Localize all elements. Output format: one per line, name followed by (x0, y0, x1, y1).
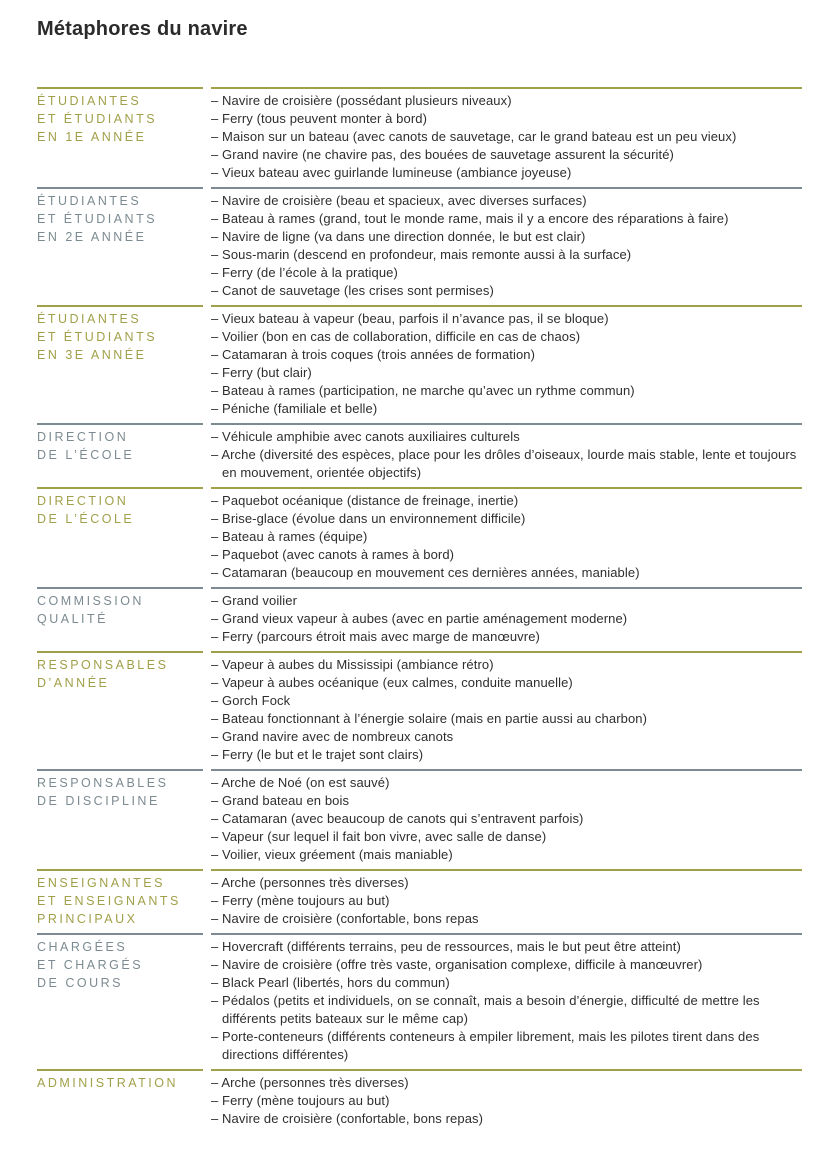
table-row (37, 869, 802, 933)
table-row (37, 1069, 802, 1133)
list-item: – Navire de croisière (possédant plusieurs niveaux) (211, 93, 512, 108)
section-label-line: ÉTUDIANTES (37, 312, 142, 326)
metaphor-table (37, 87, 802, 1133)
list-item: – Navire de croisière (confortable, bons repas (211, 911, 479, 926)
section-label (37, 423, 203, 487)
table-row (37, 933, 802, 1069)
list-item: – Arche (personnes très diverses) (211, 875, 409, 890)
list-item: – Vapeur (sur lequel il fait bon vivre, avec salle de danse) (211, 829, 547, 844)
list-item: – Hovercraft (différents terrains, peu de ressources, mais le but peut être atteint) (211, 939, 681, 954)
list-item: – Vapeur à aubes océanique (eux calmes, conduite manuelle) (211, 675, 573, 690)
section-items (211, 651, 802, 769)
section-label (37, 651, 203, 769)
list-item: – Ferry (de l’école à la pratique) (211, 265, 398, 280)
list-item: – Arche (diversité des espèces, place pour les drôles d’oiseaux, lourde mais stable, lente et toujours en mouvement, orientée objectifs) (211, 447, 797, 480)
list-item: – Catamaran (beaucoup en mouvement ces dernières années, maniable) (211, 565, 640, 580)
table-row (37, 187, 802, 305)
section-label-line: ENSEIGNANTES (37, 876, 165, 890)
section-label-line: DE COURS (37, 976, 123, 990)
list-item: – Porte-conteneurs (différents conteneurs à empiler librement, mais les pilotes tirent dans des directions différentes) (211, 1029, 760, 1062)
list-item: – Sous-marin (descend en profondeur, mais remonte aussi à la surface) (211, 247, 632, 262)
section-label-line: EN 3E ANNÉE (37, 348, 147, 362)
list-item: – Grand vieux vapeur à aubes (avec en partie aménagement moderne) (211, 611, 628, 626)
list-item: – Black Pearl (libertés, hors du commun) (211, 975, 450, 990)
list-item: – Arche de Noé (on est sauvé) (211, 775, 390, 790)
section-label-line: PRINCIPAUX (37, 912, 138, 926)
section-label-line: RESPONSABLES (37, 658, 169, 672)
list-item: – Pédalos (petits et individuels, on se connaît, mais a besoin d’énergie, difficulté de mettre les différents petits bateaux sur le même cap) (211, 993, 760, 1026)
section-label-line: ET ÉTUDIANTS (37, 112, 158, 126)
section-label-line: D’ANNÉE (37, 676, 110, 690)
section-label-line: ÉTUDIANTES (37, 194, 142, 208)
list-item: – Navire de croisière (confortable, bons repas) (211, 1111, 484, 1126)
list-item: – Ferry (mène toujours au but) (211, 893, 390, 908)
list-item: – Véhicule amphibie avec canots auxiliaires culturels (211, 429, 520, 444)
section-label-line: ÉTUDIANTES (37, 94, 142, 108)
list-item: – Voilier, vieux gréement (mais maniable) (211, 847, 453, 862)
table-row (37, 587, 802, 651)
section-label-line: DE L’ÉCOLE (37, 448, 135, 462)
list-item: – Bateau à rames (grand, tout le monde rame, mais il y a encore des réparations à faire) (211, 211, 729, 226)
section-label-line: ET ÉTUDIANTS (37, 330, 158, 344)
list-item: – Voilier (bon en cas de collaboration, difficile en cas de chaos) (211, 329, 581, 344)
section-label-line: COMMISSION (37, 594, 144, 608)
table-row (37, 651, 802, 769)
list-item: – Catamaran (avec beaucoup de canots qui s’entravent parfois) (211, 811, 584, 826)
list-item: – Bateau à rames (équipe) (211, 529, 368, 544)
section-label-line: EN 2E ANNÉE (37, 230, 147, 244)
list-item: – Ferry (but clair) (211, 365, 312, 380)
section-items (211, 769, 802, 869)
section-items (211, 487, 802, 587)
section-items (211, 423, 802, 487)
list-item: – Grand navire (ne chavire pas, des bouées de sauvetage assurent la sécurité) (211, 147, 674, 162)
list-item: – Maison sur un bateau (avec canots de sauvetage, car le grand bateau est un peu vieux) (211, 129, 737, 144)
list-item: – Arche (personnes très diverses) (211, 1075, 409, 1090)
list-item: – Bateau fonctionnant à l’énergie solaire (mais en partie aussi au charbon) (211, 711, 648, 726)
list-item: – Gorch Fock (211, 693, 291, 708)
list-item: – Navire de ligne (va dans une direction donnée, le but est clair) (211, 229, 586, 244)
section-label-line: EN 1E ANNÉE (37, 130, 147, 144)
section-label-line: ADMINISTRATION (37, 1076, 179, 1090)
section-items (211, 587, 802, 651)
table-row (37, 305, 802, 423)
list-item: – Ferry (le but et le trajet sont clairs) (211, 747, 424, 762)
section-label (37, 933, 203, 1069)
table-row (37, 487, 802, 587)
section-items (211, 305, 802, 423)
section-label-line: DE DISCIPLINE (37, 794, 160, 808)
section-items (211, 933, 802, 1069)
table-row (37, 769, 802, 869)
section-items (211, 87, 802, 187)
section-label (37, 769, 203, 869)
section-label (37, 1069, 203, 1133)
section-label-line: DIRECTION (37, 494, 129, 508)
section-label (37, 87, 203, 187)
section-label-line: RESPONSABLES (37, 776, 169, 790)
section-label-line: ET ENSEIGNANTS (37, 894, 181, 908)
section-label-line: DE L’ÉCOLE (37, 512, 135, 526)
section-items (211, 1069, 802, 1133)
section-label-line: DIRECTION (37, 430, 129, 444)
section-label (37, 187, 203, 305)
list-item: – Grand navire avec de nombreux canots (211, 729, 454, 744)
list-item: – Vieux bateau à vapeur (beau, parfois il n’avance pas, il se bloque) (211, 311, 609, 326)
list-item: – Grand bateau en bois (211, 793, 350, 808)
list-item: – Catamaran à trois coques (trois années de formation) (211, 347, 536, 362)
list-item: – Ferry (parcours étroit mais avec marge de manœuvre) (211, 629, 540, 644)
list-item: – Vieux bateau avec guirlande lumineuse (ambiance joyeuse) (211, 165, 572, 180)
list-item: – Brise-glace (évolue dans un environnement difficile) (211, 511, 526, 526)
section-label (37, 487, 203, 587)
list-item: – Paquebot océanique (distance de freinage, inertie) (211, 493, 519, 508)
list-item: – Vapeur à aubes du Mississipi (ambiance rétro) (211, 657, 494, 672)
section-label-line: CHARGÉES (37, 940, 128, 954)
list-item: – Paquebot (avec canots à rames à bord) (211, 547, 455, 562)
list-item: – Bateau à rames (participation, ne marche qu’avec un rythme commun) (211, 383, 635, 398)
list-item: – Navire de croisière (offre très vaste, organisation complexe, difficile à manœuvrer) (211, 957, 703, 972)
list-item: – Canot de sauvetage (les crises sont permises) (211, 283, 494, 298)
section-label (37, 869, 203, 933)
section-label-line: ET CHARGÉS (37, 958, 144, 972)
section-label-line: ET ÉTUDIANTS (37, 212, 158, 226)
list-item: – Grand voilier (211, 593, 298, 608)
section-label (37, 305, 203, 423)
section-items (211, 869, 802, 933)
list-item: – Ferry (tous peuvent monter à bord) (211, 111, 428, 126)
list-item: – Navire de croisière (beau et spacieux, avec diverses surfaces) (211, 193, 587, 208)
list-item: – Péniche (familiale et belle) (211, 401, 378, 416)
page-title: Métaphores du navire (37, 18, 248, 40)
section-label-line: QUALITÉ (37, 612, 108, 626)
section-label (37, 587, 203, 651)
section-items (211, 187, 802, 305)
table-row (37, 423, 802, 487)
list-item: – Ferry (mène toujours au but) (211, 1093, 390, 1108)
table-row (37, 87, 802, 187)
